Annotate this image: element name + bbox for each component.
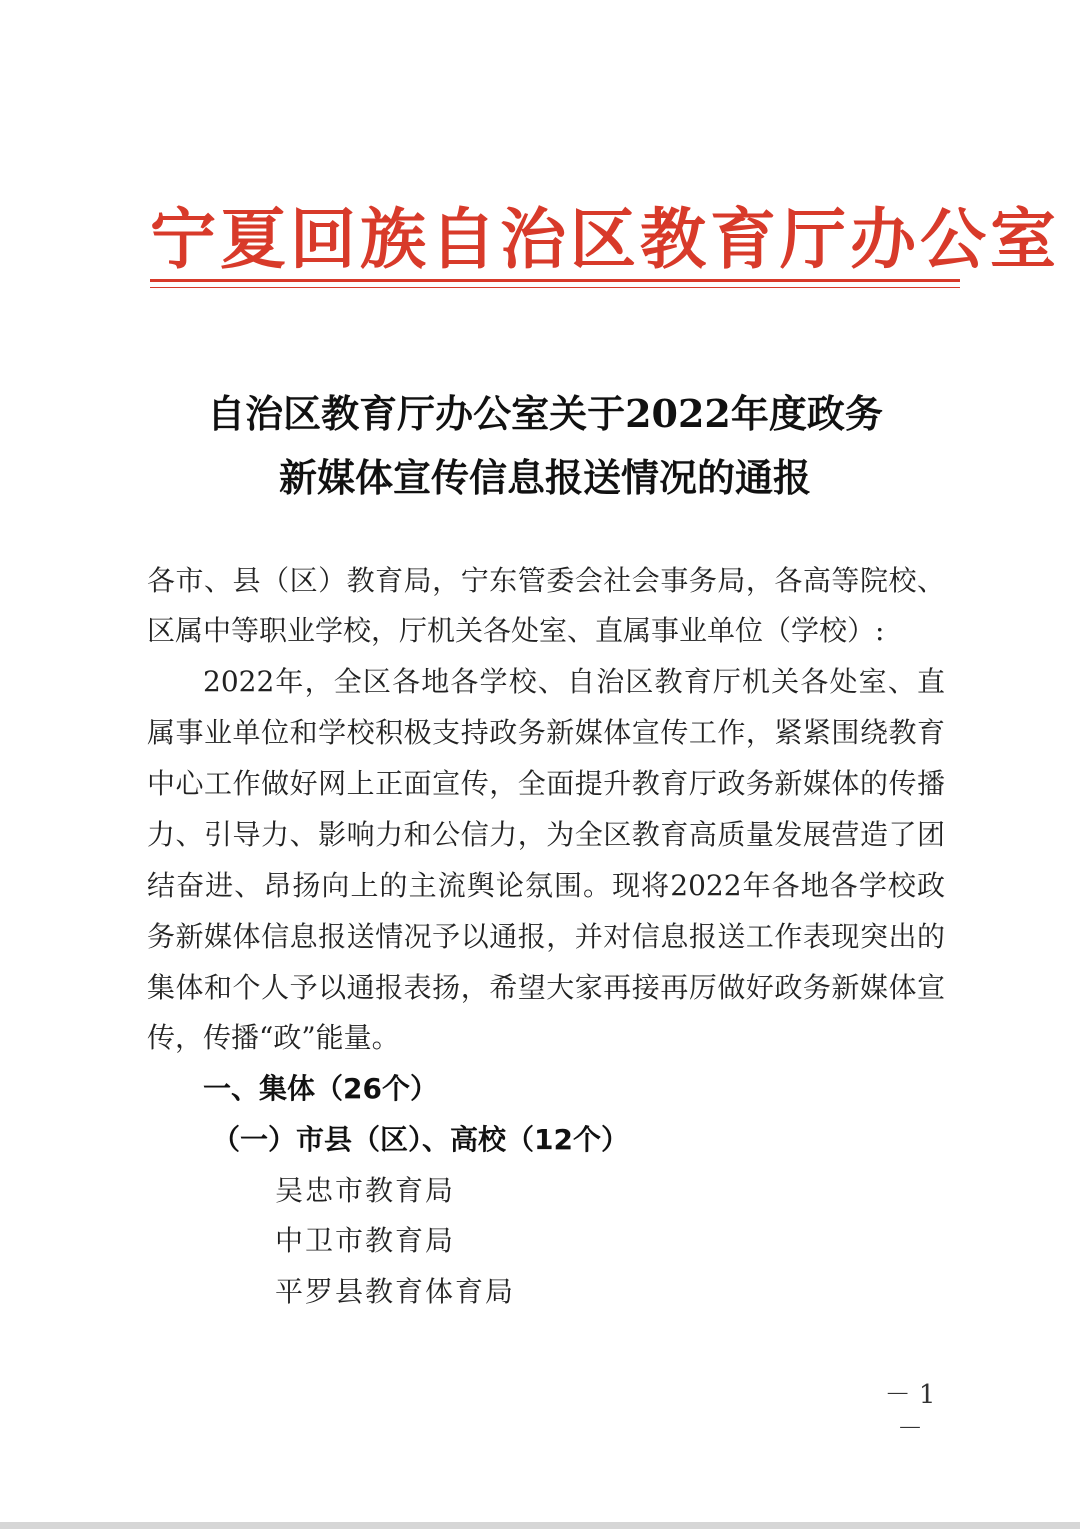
- body-line: 传，传播“政”能量。: [147, 1021, 400, 1054]
- section-heading-collectives: 一、集体（26个）: [203, 1072, 438, 1105]
- header-red-rule-thick: [150, 279, 960, 282]
- document-title-line-2: 新媒体宣传信息报送情况的通报: [278, 455, 811, 500]
- issuing-organization-header: 宁夏回族自治区教育厅办公室: [150, 201, 1060, 278]
- body-line: 中心工作做好网上正面宣传，全面提升教育厅政务新媒体的传播: [147, 767, 945, 800]
- body-line: 集体和个人予以通报表扬，希望大家再接再厉做好政务新媒体宣: [147, 971, 945, 1004]
- list-item: 吴忠市教育局: [275, 1174, 456, 1207]
- page-bottom-edge: [0, 1522, 1080, 1529]
- body-line: 2022年，全区各地各学校、自治区教育厅机关各处室、直: [203, 665, 945, 698]
- header-red-rule-thin: [150, 287, 960, 288]
- list-item: 平罗县教育体育局: [275, 1275, 516, 1308]
- body-line: 务新媒体信息报送情况予以通报，并对信息报送工作表现突出的: [147, 920, 945, 953]
- body-line: 结奋进、昂扬向上的主流舆论氛围。现将2022年各地各学校政: [147, 869, 945, 902]
- subsection-heading-cities-universities: （一）市县（区）、高校（12个）: [212, 1123, 629, 1156]
- page-number: － 1 －: [884, 1380, 936, 1444]
- document-title-line-1: 自治区教育厅办公室关于2022年度政务: [207, 391, 883, 436]
- list-item: 中卫市教育局: [275, 1224, 456, 1257]
- addressee-line-2: 区属中等职业学校，厅机关各处室、直属事业单位（学校）:: [147, 614, 885, 647]
- body-line: 力、引导力、影响力和公信力，为全区教育高质量发展营造了团: [147, 818, 945, 851]
- body-line: 属事业单位和学校积极支持政务新媒体宣传工作，紧紧围绕教育: [147, 716, 945, 749]
- addressee-line-1: 各市、县（区）教育局，宁东管委会社会事务局，各高等院校、: [147, 564, 945, 597]
